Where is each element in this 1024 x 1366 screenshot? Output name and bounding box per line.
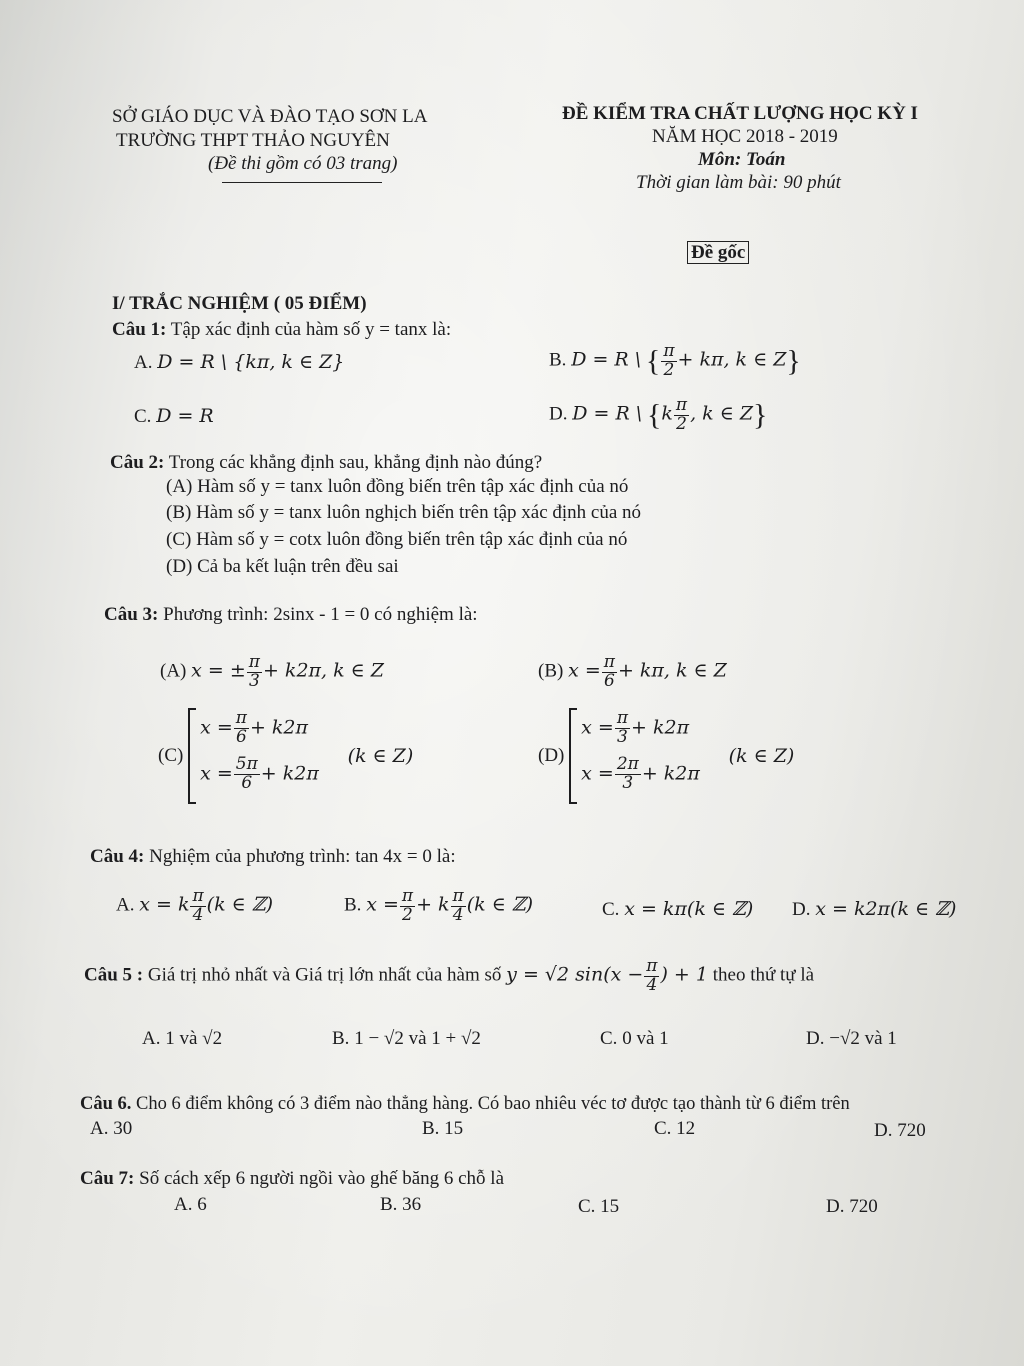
q1-option-c-label: C. — [134, 406, 152, 427]
q3-option-a: (A) x = ± $\frac{\pi}{3}$ + k2π, k ∈ Z — [160, 652, 384, 691]
q5-option-c-value: 0 và 1 — [622, 1028, 669, 1049]
question-1 — [112, 319, 451, 341]
q5-option-d-value: −√2 và 1 — [829, 1028, 897, 1049]
q5-option-b-label: B. — [332, 1028, 350, 1049]
q1-option-a — [134, 351, 344, 374]
q7-option-a: A. 6 — [174, 1194, 207, 1215]
question-2 — [110, 452, 542, 474]
question-6-text: Cho 6 điểm không có 3 điểm nào thẳng hàng. Có bao nhiêu véc tơ được tạo thành từ 6 điểm trên — [136, 1094, 850, 1114]
q2-option-a: (A) Hàm số y = tanx luôn đồng biến trên tập xác định của nó — [166, 476, 629, 497]
page-count-note: (Đề thi gồm có 03 trang) — [208, 153, 398, 174]
question-5-label: Câu 5 : — [84, 964, 144, 986]
q3-option-b-fraction: $\frac{\pi}{6}$ — [603, 652, 615, 691]
q1-option-c — [134, 405, 214, 428]
q1-option-d: D. D = R \ {k $\frac{\pi}{2}$ , k ∈ Z} — [549, 395, 768, 434]
q4-option-b-label: B. — [344, 894, 362, 916]
question-5-text: Giá trị nhỏ nhất và Giá trị lớn nhất của hàm số — [147, 964, 502, 986]
q1-option-b-label: B. — [549, 349, 567, 371]
q3-option-a-fraction: $\frac{\pi}{3}$ — [248, 652, 260, 691]
question-4-label: Câu 4: — [90, 846, 145, 867]
question-4-text: Nghiệm của phương trình: tan 4x = 0 là: — [149, 846, 456, 867]
q6-option-a: A. 30 — [90, 1118, 133, 1139]
q1-option-c-value: D = R — [156, 405, 214, 427]
subject: Môn: Toán — [698, 149, 786, 170]
time-limit: Thời gian làm bài: 90 phút — [636, 172, 841, 193]
q2-option-c: (C) Hàm số y = cotx luôn đồng biến trên tập xác định của nó — [166, 529, 628, 550]
q1-option-b-fraction: $\frac{\pi}{2}$ — [663, 341, 675, 380]
q3-option-c-condition: (k ∈ Z) — [347, 745, 414, 767]
q5-option-c — [600, 1028, 669, 1050]
q4-option-d-label: D. — [792, 899, 811, 920]
original-tag: Đề gốc — [687, 241, 749, 264]
exam-title: ĐỀ KIỂM TRA CHẤT LƯỢNG HỌC KỲ I — [562, 103, 918, 124]
question-3-label: Câu 3: — [104, 604, 159, 625]
question-3-text: Phương trình: 2sinx - 1 = 0 có nghiệm là: — [163, 604, 478, 625]
q4-option-c-value: x = kπ(k ∈ ℤ) — [624, 898, 754, 920]
q6-option-d: D. 720 — [874, 1120, 926, 1141]
q3-option-c-label: (C) — [158, 745, 184, 766]
q3-option-d: (D) x = $\frac{\pi}{3}$ + k2π x = $\frac{2\pi}{3}$ + k2π (k ∈ Z) — [538, 708, 794, 804]
q1-option-b-post: + kπ, k ∈ Z — [677, 348, 787, 371]
question-3 — [104, 604, 478, 626]
question-7 — [80, 1168, 504, 1190]
q3-option-d-bracket — [569, 708, 577, 804]
question-6 — [80, 1094, 850, 1115]
question-7-label: Câu 7: — [80, 1168, 135, 1189]
q1-option-d-fraction: $\frac{\pi}{2}$ — [675, 395, 688, 434]
q4-option-a-fraction: $\frac{\pi}{4}$ — [192, 886, 204, 925]
q1-option-b: B. D = R \ { $\frac{\pi}{2}$ + kπ, k ∈ Z} — [549, 341, 801, 380]
q1-option-d-post: , k ∈ Z — [690, 402, 754, 425]
question-4 — [90, 846, 456, 868]
question-5-formula-post: ) + 1 — [660, 963, 708, 986]
question-5-formula-fraction: $\frac{\pi}{4}$ — [646, 956, 658, 995]
q1-option-b-pre: D = R \ — [571, 348, 642, 371]
header-left-divider — [222, 182, 382, 183]
school-year: NĂM HỌC 2018 - 2019 — [652, 126, 838, 147]
q5-option-b-value: 1 − √2 và 1 + √2 — [354, 1028, 481, 1049]
question-7-text: Số cách xếp 6 người ngồi vào ghế băng 6 chỗ là — [139, 1168, 505, 1189]
original-tag-box — [687, 242, 749, 264]
q1-option-d-pre: D = R \ — [572, 402, 643, 425]
q3-option-b-label: (B) — [538, 660, 564, 682]
q4-option-c-label: C. — [602, 899, 620, 920]
q7-option-b: B. 36 — [380, 1194, 422, 1215]
q1-option-d-label: D. — [549, 403, 568, 425]
q3-option-c-bracket — [188, 708, 196, 804]
q3-option-a-label: (A) — [160, 660, 187, 682]
q5-option-a-value: 1 và √2 — [165, 1028, 223, 1049]
question-2-label: Câu 2: — [110, 452, 165, 473]
q4-option-b: B. x = $\frac{\pi}{2}$ + k $\frac{\pi}{4}$ (k ∈ ℤ) — [344, 886, 534, 925]
q2-option-b: (B) Hàm số y = tanx luôn nghịch biến trên tập xác định của nó — [166, 502, 642, 523]
q5-option-c-label: C. — [600, 1028, 618, 1049]
q4-option-a-label: A. — [116, 894, 135, 916]
question-5-formula-pre: y = √2 sin(x − — [506, 963, 644, 986]
q3-option-b: (B) x = $\frac{\pi}{6}$ + kπ, k ∈ Z — [538, 652, 727, 691]
q7-option-c: C. 15 — [578, 1196, 620, 1217]
question-2-text: Trong các khẳng định sau, khẳng định nào đúng? — [168, 452, 543, 473]
question-1-label: Câu 1: — [112, 319, 167, 340]
q5-option-a-label: A. — [142, 1028, 161, 1049]
q1-option-a-value: D = R \ {kπ, k ∈ Z} — [157, 351, 345, 373]
q4-option-d — [792, 898, 956, 921]
q7-option-d: D. 720 — [826, 1196, 878, 1217]
q4-option-d-value: x = k2π(k ∈ ℤ) — [815, 898, 957, 920]
q1-option-a-label: A. — [134, 352, 153, 373]
q6-option-b: B. 15 — [422, 1118, 464, 1139]
q4-option-c — [602, 898, 753, 921]
q4-option-a: A. x = k $\frac{\pi}{4}$ (k ∈ ℤ) — [116, 886, 274, 925]
question-6-label: Câu 6. — [80, 1094, 132, 1114]
q5-option-a — [142, 1028, 222, 1050]
school-name: TRƯỜNG THPT THẢO NGUYÊN — [116, 130, 390, 151]
q5-option-d-label: D. — [806, 1028, 825, 1049]
q3-option-d-condition: (k ∈ Z) — [728, 745, 795, 767]
q2-option-d: (D) Cả ba kết luận trên đều sai — [166, 556, 399, 577]
question-1-text: Tập xác định của hàm số y = tanx là: — [170, 319, 452, 340]
q5-option-b — [332, 1028, 481, 1050]
q3-option-c: (C) x = $\frac{\pi}{6}$ + k2π x = $\frac{5\pi}{6}$ + k2π (k ∈ Z) — [158, 708, 413, 804]
question-5-text-end: theo thứ tự là — [712, 964, 815, 986]
q6-option-c: C. 12 — [654, 1118, 696, 1139]
q5-option-d — [806, 1028, 897, 1050]
department-name: SỞ GIÁO DỤC VÀ ĐÀO TẠO SƠN LA — [112, 106, 428, 127]
question-5 — [84, 958, 814, 995]
section-title: I/ TRẮC NGHIỆM ( 05 ĐIỂM) — [112, 293, 367, 314]
q3-option-d-label: (D) — [538, 745, 565, 766]
